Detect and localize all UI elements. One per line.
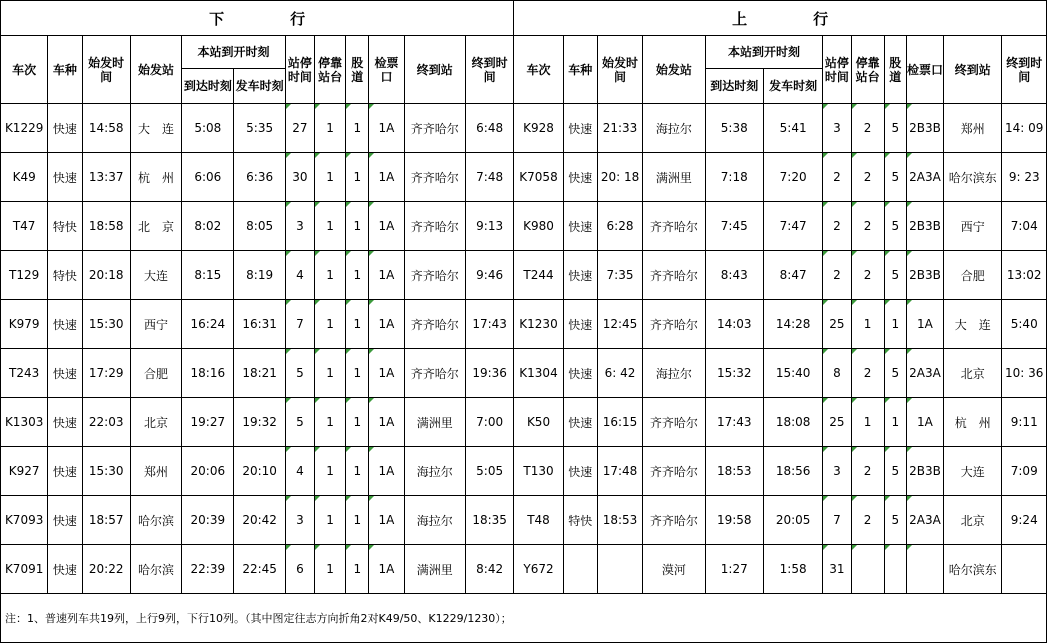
down-train-type-cell: 快速 (48, 349, 82, 398)
up-arrive-time-cell: 1:27 (705, 545, 763, 594)
down-depart-time-cell: 5:35 (234, 104, 285, 153)
up-arrive-time-cell: 5:38 (705, 104, 763, 153)
up-terminal-cell: 杭 州 (944, 398, 1002, 447)
up-depart-time-cell: 18:08 (763, 398, 822, 447)
down-train-type-cell: 快速 (48, 398, 82, 447)
up-terminal-time-cell: 9:11 (1002, 398, 1047, 447)
down-departure-time-cell: 17:29 (82, 349, 130, 398)
down-origin-cell: 郑州 (130, 447, 181, 496)
col-header-terminal: 终到站 (944, 36, 1002, 104)
col-header-stop-time: 站停时间 (823, 36, 851, 104)
down-gate-cell: 1A (369, 202, 404, 251)
col-header-terminal-time: 终到时间 (1002, 36, 1047, 104)
down-track-cell: 1 (346, 104, 369, 153)
up-terminal-time-cell: 7:04 (1002, 202, 1047, 251)
down-arrive-time-cell: 5:08 (182, 104, 234, 153)
up-arrive-time-cell: 7:45 (705, 202, 763, 251)
up-train-no-cell: K928 (514, 104, 563, 153)
down-terminal-time-cell: 6:48 (465, 104, 513, 153)
down-origin-cell: 杭 州 (130, 153, 181, 202)
up-gate-cell: 1A (906, 398, 943, 447)
col-header-train-type: 车种 (48, 36, 82, 104)
section-up-char-a: 上 (732, 9, 748, 28)
down-platform-cell: 1 (315, 104, 346, 153)
down-terminal-cell: 满洲里 (404, 398, 465, 447)
up-train-no-cell: K980 (514, 202, 563, 251)
down-gate-cell: 1A (369, 104, 404, 153)
table-row (1, 202, 1047, 251)
down-track-cell: 1 (346, 496, 369, 545)
col-header-train-no: 车次 (514, 36, 563, 104)
col-header-platform: 停靠站台 (315, 36, 346, 104)
up-terminal-time-cell: 14: 09 (1002, 104, 1047, 153)
up-track-cell (884, 545, 906, 594)
down-departure-time-cell: 20:18 (82, 251, 130, 300)
up-gate-cell: 2A3A (906, 349, 943, 398)
up-departure-time-cell (597, 545, 642, 594)
up-departure-time-cell: 12:45 (597, 300, 642, 349)
up-terminal-cell: 哈尔滨东 (944, 153, 1002, 202)
col-header-track: 股道 (884, 36, 906, 104)
up-gate-cell: 2B3B (906, 251, 943, 300)
up-track-cell: 5 (884, 251, 906, 300)
up-platform-cell: 2 (851, 251, 884, 300)
up-track-cell: 5 (884, 349, 906, 398)
footnote: 注：1、普速列车共19列，上行9列，下行10列。（其中图定往志方向折角2对K49/50、K1229/1230）； (1, 594, 1047, 643)
down-arrive-time-cell: 6:06 (182, 153, 234, 202)
col-header-origin: 始发站 (643, 36, 705, 104)
down-stop-time-cell: 5 (285, 398, 314, 447)
section-header-up (514, 1, 1047, 36)
down-arrive-time-cell: 19:27 (182, 398, 234, 447)
up-arrive-time-cell: 14:03 (705, 300, 763, 349)
down-depart-time-cell: 22:45 (234, 545, 285, 594)
col-header-terminal-time: 终到时间 (465, 36, 513, 104)
down-gate-cell: 1A (369, 153, 404, 202)
up-terminal-cell: 大 连 (944, 300, 1002, 349)
up-stop-time-cell: 3 (823, 104, 851, 153)
down-depart-time-cell: 19:32 (234, 398, 285, 447)
down-train-no-cell: K979 (1, 300, 48, 349)
up-train-no-cell: K1304 (514, 349, 563, 398)
up-track-cell: 5 (884, 153, 906, 202)
up-depart-time-cell: 1:58 (763, 545, 822, 594)
down-departure-time-cell: 18:57 (82, 496, 130, 545)
down-stop-time-cell: 3 (285, 496, 314, 545)
down-origin-cell: 西宁 (130, 300, 181, 349)
down-arrive-time-cell: 20:06 (182, 447, 234, 496)
down-terminal-cell: 齐齐哈尔 (404, 251, 465, 300)
up-terminal-cell: 大连 (944, 447, 1002, 496)
up-terminal-time-cell: 7:09 (1002, 447, 1047, 496)
up-train-type-cell: 快速 (563, 153, 597, 202)
up-train-no-cell: T244 (514, 251, 563, 300)
down-train-no-cell: K7093 (1, 496, 48, 545)
down-terminal-cell: 满洲里 (404, 545, 465, 594)
down-train-type-cell: 特快 (48, 202, 82, 251)
down-track-cell: 1 (346, 398, 369, 447)
col-header-train-no: 车次 (1, 36, 48, 104)
up-train-no-cell: T48 (514, 496, 563, 545)
up-track-cell: 5 (884, 202, 906, 251)
up-terminal-cell: 北京 (944, 496, 1002, 545)
down-platform-cell: 1 (315, 202, 346, 251)
down-terminal-cell: 齐齐哈尔 (404, 202, 465, 251)
up-gate-cell: 2A3A (906, 153, 943, 202)
up-stop-time-cell: 8 (823, 349, 851, 398)
up-terminal-time-cell (1002, 545, 1047, 594)
down-gate-cell: 1A (369, 545, 404, 594)
down-depart-time-cell: 6:36 (234, 153, 285, 202)
down-terminal-time-cell: 9:13 (465, 202, 513, 251)
up-gate-cell: 2B3B (906, 447, 943, 496)
down-stop-time-cell: 30 (285, 153, 314, 202)
up-platform-cell: 1 (851, 398, 884, 447)
down-train-no-cell: T47 (1, 202, 48, 251)
down-train-type-cell: 快速 (48, 447, 82, 496)
up-depart-time-cell: 5:41 (763, 104, 822, 153)
down-train-no-cell: K1303 (1, 398, 48, 447)
col-header-arrive-time: 到达时刻 (705, 69, 763, 104)
up-stop-time-cell: 3 (823, 447, 851, 496)
down-train-type-cell: 快速 (48, 300, 82, 349)
down-origin-cell: 大 连 (130, 104, 181, 153)
up-depart-time-cell: 18:56 (763, 447, 822, 496)
down-gate-cell: 1A (369, 398, 404, 447)
up-terminal-cell: 北京 (944, 349, 1002, 398)
col-header-platform: 停靠站台 (851, 36, 884, 104)
down-stop-time-cell: 4 (285, 447, 314, 496)
down-arrive-time-cell: 18:16 (182, 349, 234, 398)
down-depart-time-cell: 18:21 (234, 349, 285, 398)
down-train-no-cell: K927 (1, 447, 48, 496)
up-platform-cell (851, 545, 884, 594)
down-stop-time-cell: 6 (285, 545, 314, 594)
up-stop-time-cell: 2 (823, 202, 851, 251)
down-terminal-time-cell: 18:35 (465, 496, 513, 545)
table-row (1, 153, 1047, 202)
up-arrive-time-cell: 8:43 (705, 251, 763, 300)
down-train-type-cell: 快速 (48, 545, 82, 594)
down-terminal-time-cell: 9:46 (465, 251, 513, 300)
up-departure-time-cell: 20: 18 (597, 153, 642, 202)
col-header-departure-time: 始发时间 (82, 36, 130, 104)
section-up-char-b: 行 (813, 9, 829, 28)
up-origin-cell: 齐齐哈尔 (643, 202, 705, 251)
down-terminal-cell: 齐齐哈尔 (404, 104, 465, 153)
col-header-station-times: 本站到开时刻 (705, 36, 823, 69)
down-train-type-cell: 快速 (48, 104, 82, 153)
down-stop-time-cell: 7 (285, 300, 314, 349)
table-row (1, 251, 1047, 300)
up-origin-cell: 海拉尔 (643, 349, 705, 398)
down-depart-time-cell: 8:19 (234, 251, 285, 300)
down-train-type-cell: 快速 (48, 153, 82, 202)
down-train-no-cell: T243 (1, 349, 48, 398)
down-train-no-cell: K49 (1, 153, 48, 202)
up-arrive-time-cell: 7:18 (705, 153, 763, 202)
down-train-no-cell: T129 (1, 251, 48, 300)
down-track-cell: 1 (346, 251, 369, 300)
up-departure-time-cell: 6:28 (597, 202, 642, 251)
up-departure-time-cell: 17:48 (597, 447, 642, 496)
down-terminal-time-cell: 7:48 (465, 153, 513, 202)
up-platform-cell: 2 (851, 349, 884, 398)
down-terminal-cell: 海拉尔 (404, 447, 465, 496)
down-platform-cell: 1 (315, 251, 346, 300)
down-terminal-time-cell: 8:42 (465, 545, 513, 594)
up-origin-cell: 齐齐哈尔 (643, 496, 705, 545)
up-train-type-cell: 快速 (563, 398, 597, 447)
down-gate-cell: 1A (369, 251, 404, 300)
up-arrive-time-cell: 18:53 (705, 447, 763, 496)
up-terminal-time-cell: 9:24 (1002, 496, 1047, 545)
down-track-cell: 1 (346, 545, 369, 594)
down-gate-cell: 1A (369, 447, 404, 496)
up-platform-cell: 1 (851, 300, 884, 349)
down-track-cell: 1 (346, 300, 369, 349)
up-departure-time-cell: 16:15 (597, 398, 642, 447)
col-header-gate: 检票口 (369, 36, 404, 104)
up-gate-cell: 1A (906, 300, 943, 349)
up-origin-cell: 海拉尔 (643, 104, 705, 153)
down-depart-time-cell: 20:10 (234, 447, 285, 496)
down-platform-cell: 1 (315, 300, 346, 349)
col-header-terminal: 终到站 (404, 36, 465, 104)
down-terminal-cell: 齐齐哈尔 (404, 153, 465, 202)
up-terminal-time-cell: 10: 36 (1002, 349, 1047, 398)
up-terminal-time-cell: 5:40 (1002, 300, 1047, 349)
down-platform-cell: 1 (315, 496, 346, 545)
up-terminal-cell: 合肥 (944, 251, 1002, 300)
down-arrive-time-cell: 8:15 (182, 251, 234, 300)
down-gate-cell: 1A (369, 300, 404, 349)
up-train-type-cell: 快速 (563, 251, 597, 300)
up-departure-time-cell: 6: 42 (597, 349, 642, 398)
up-origin-cell: 齐齐哈尔 (643, 398, 705, 447)
down-terminal-time-cell: 5:05 (465, 447, 513, 496)
up-track-cell: 1 (884, 398, 906, 447)
down-origin-cell: 大连 (130, 251, 181, 300)
down-origin-cell: 合肥 (130, 349, 181, 398)
up-train-no-cell: K1230 (514, 300, 563, 349)
up-terminal-time-cell: 9: 23 (1002, 153, 1047, 202)
up-terminal-cell: 哈尔滨东 (944, 545, 1002, 594)
up-departure-time-cell: 21:33 (597, 104, 642, 153)
up-train-type-cell: 快速 (563, 104, 597, 153)
up-depart-time-cell: 20:05 (763, 496, 822, 545)
down-train-no-cell: K7091 (1, 545, 48, 594)
down-departure-time-cell: 15:30 (82, 447, 130, 496)
down-train-no-cell: K1229 (1, 104, 48, 153)
up-stop-time-cell: 31 (823, 545, 851, 594)
down-departure-time-cell: 20:22 (82, 545, 130, 594)
table-row (1, 300, 1047, 349)
down-terminal-time-cell: 7:00 (465, 398, 513, 447)
up-train-type-cell: 快速 (563, 202, 597, 251)
down-terminal-time-cell: 19:36 (465, 349, 513, 398)
down-train-type-cell: 特快 (48, 251, 82, 300)
down-stop-time-cell: 3 (285, 202, 314, 251)
up-depart-time-cell: 15:40 (763, 349, 822, 398)
down-origin-cell: 北京 (130, 398, 181, 447)
up-train-type-cell (563, 545, 597, 594)
col-header-stop-time: 站停时间 (285, 36, 314, 104)
up-train-no-cell: K7058 (514, 153, 563, 202)
up-terminal-time-cell: 13:02 (1002, 251, 1047, 300)
up-departure-time-cell: 18:53 (597, 496, 642, 545)
table-row (1, 349, 1047, 398)
down-origin-cell: 哈尔滨 (130, 545, 181, 594)
up-platform-cell: 2 (851, 104, 884, 153)
up-depart-time-cell: 8:47 (763, 251, 822, 300)
table-row (1, 398, 1047, 447)
up-train-type-cell: 快速 (563, 349, 597, 398)
down-departure-time-cell: 14:58 (82, 104, 130, 153)
up-departure-time-cell: 7:35 (597, 251, 642, 300)
down-depart-time-cell: 16:31 (234, 300, 285, 349)
down-arrive-time-cell: 8:02 (182, 202, 234, 251)
up-origin-cell: 齐齐哈尔 (643, 300, 705, 349)
up-origin-cell: 漠河 (643, 545, 705, 594)
col-header-departure-time: 始发时间 (597, 36, 642, 104)
down-arrive-time-cell: 22:39 (182, 545, 234, 594)
up-depart-time-cell: 7:47 (763, 202, 822, 251)
up-train-no-cell: T130 (514, 447, 563, 496)
up-gate-cell (906, 545, 943, 594)
col-header-arrive-time: 到达时刻 (182, 69, 234, 104)
table-row (1, 104, 1047, 153)
col-header-depart-time: 发车时刻 (234, 69, 285, 104)
col-header-track: 股道 (346, 36, 369, 104)
up-train-type-cell: 快速 (563, 447, 597, 496)
down-platform-cell: 1 (315, 447, 346, 496)
down-origin-cell: 北 京 (130, 202, 181, 251)
up-terminal-cell: 郑州 (944, 104, 1002, 153)
down-gate-cell: 1A (369, 349, 404, 398)
up-platform-cell: 2 (851, 202, 884, 251)
down-track-cell: 1 (346, 447, 369, 496)
down-platform-cell: 1 (315, 153, 346, 202)
up-track-cell: 1 (884, 300, 906, 349)
table-row (1, 447, 1047, 496)
col-header-gate: 检票口 (906, 36, 943, 104)
down-track-cell: 1 (346, 153, 369, 202)
section-down-char-b: 行 (290, 9, 306, 28)
down-departure-time-cell: 18:58 (82, 202, 130, 251)
down-arrive-time-cell: 20:39 (182, 496, 234, 545)
down-gate-cell: 1A (369, 496, 404, 545)
up-train-type-cell: 特快 (563, 496, 597, 545)
timetable-rows (1, 104, 1047, 594)
up-track-cell: 5 (884, 104, 906, 153)
down-track-cell: 1 (346, 349, 369, 398)
up-train-no-cell: K50 (514, 398, 563, 447)
down-stop-time-cell: 27 (285, 104, 314, 153)
down-platform-cell: 1 (315, 349, 346, 398)
down-track-cell: 1 (346, 202, 369, 251)
up-gate-cell: 2B3B (906, 202, 943, 251)
up-origin-cell: 齐齐哈尔 (643, 251, 705, 300)
col-header-station-times: 本站到开时刻 (182, 36, 286, 69)
up-origin-cell: 齐齐哈尔 (643, 447, 705, 496)
up-stop-time-cell: 2 (823, 153, 851, 202)
up-arrive-time-cell: 19:58 (705, 496, 763, 545)
down-stop-time-cell: 5 (285, 349, 314, 398)
down-origin-cell: 哈尔滨 (130, 496, 181, 545)
up-origin-cell: 满洲里 (643, 153, 705, 202)
up-train-no-cell: Y672 (514, 545, 563, 594)
down-terminal-cell: 齐齐哈尔 (404, 300, 465, 349)
table-row (1, 496, 1047, 545)
up-platform-cell: 2 (851, 153, 884, 202)
down-terminal-time-cell: 17:43 (465, 300, 513, 349)
section-header-down (1, 1, 514, 36)
down-train-type-cell: 快速 (48, 496, 82, 545)
table-row (1, 545, 1047, 594)
down-platform-cell: 1 (315, 545, 346, 594)
down-departure-time-cell: 15:30 (82, 300, 130, 349)
down-depart-time-cell: 20:42 (234, 496, 285, 545)
up-depart-time-cell: 14:28 (763, 300, 822, 349)
up-arrive-time-cell: 15:32 (705, 349, 763, 398)
col-header-origin: 始发站 (130, 36, 181, 104)
down-departure-time-cell: 13:37 (82, 153, 130, 202)
up-stop-time-cell: 25 (823, 300, 851, 349)
up-stop-time-cell: 2 (823, 251, 851, 300)
up-terminal-cell: 西宁 (944, 202, 1002, 251)
col-header-depart-time: 发车时刻 (763, 69, 822, 104)
down-platform-cell: 1 (315, 398, 346, 447)
up-stop-time-cell: 25 (823, 398, 851, 447)
up-stop-time-cell: 7 (823, 496, 851, 545)
down-depart-time-cell: 8:05 (234, 202, 285, 251)
col-header-train-type: 车种 (563, 36, 597, 104)
up-gate-cell: 2A3A (906, 496, 943, 545)
up-track-cell: 5 (884, 496, 906, 545)
down-terminal-cell: 海拉尔 (404, 496, 465, 545)
down-stop-time-cell: 4 (285, 251, 314, 300)
down-arrive-time-cell: 16:24 (182, 300, 234, 349)
up-depart-time-cell: 7:20 (763, 153, 822, 202)
down-terminal-cell: 齐齐哈尔 (404, 349, 465, 398)
up-arrive-time-cell: 17:43 (705, 398, 763, 447)
section-down-char-a: 下 (209, 9, 225, 28)
down-departure-time-cell: 22:03 (82, 398, 130, 447)
up-platform-cell: 2 (851, 447, 884, 496)
up-train-type-cell: 快速 (563, 300, 597, 349)
up-track-cell: 5 (884, 447, 906, 496)
up-gate-cell: 2B3B (906, 104, 943, 153)
up-platform-cell: 2 (851, 496, 884, 545)
